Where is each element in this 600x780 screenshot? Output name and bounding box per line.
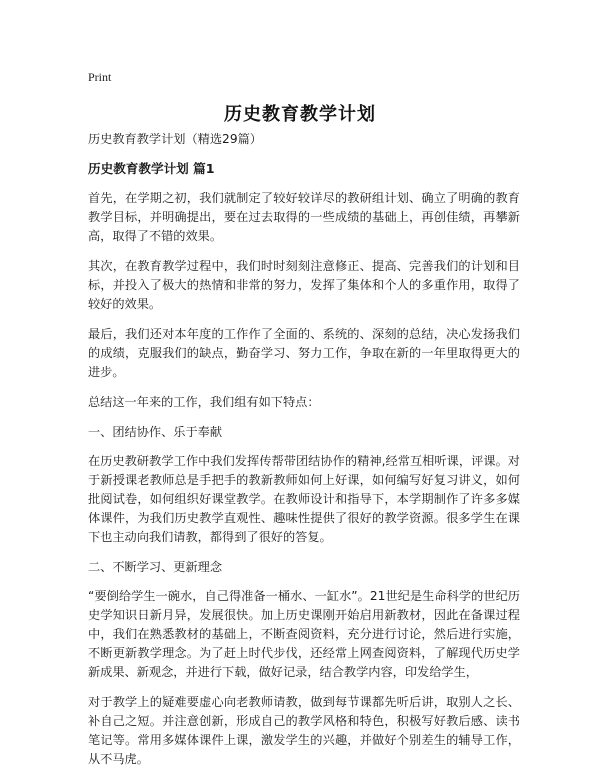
paragraph-1: 首先，在学期之初，我们就制定了较好较详尽的教研组计划、确立了明确的教育教学目标，并明确提出，要在过去取得的一些成绩的基础上，再创佳绩，再攀新高，取得了不错的效果。 — [88, 191, 520, 243]
subheading-2: 二、不断学习、更新理念 — [88, 560, 223, 574]
section-heading: 历史教育教学计划 篇1 — [88, 161, 215, 176]
document-body — [88, 130, 520, 780]
document-subtitle: 历史教育教学计划（精选29篇） — [88, 132, 262, 146]
page-title: 历史教育教学计划 — [224, 104, 376, 125]
paragraph-7: 对于教学上的疑难要虚心向老教师请教，做到每节课都先听后讲，取别人之长、补自己之短。并注意创新，形成自己的教学风格和特色，积极写好教后感、读书笔记等。常用多媒体课件上课，激发学生的兴趣，并做好个别差生的辅导工作，从不马虎。 — [88, 695, 520, 766]
print-label: Print — [88, 70, 112, 84]
paragraph-2: 其次，在教育教学过程中，我们时时刻刻注意修正、提高、完善我们的计划和目标，并投入了极大的热情和非常的努力，发挥了集体和个人的多重作用，取得了较好的效果。 — [88, 259, 520, 311]
paragraph-5: 在历史教研教学工作中我们发挥传帮带团结协作的精神,经常互相听课，评课。对于新授课老教师总是手把手的教新教师如何上好课，如何编写好复习讲义，如何批阅试卷，如何组织好课堂教学。在教师设计和指导下，本学期制作了许多多媒体课件，为我们历史教学直观性、趣味性提供了很好的教学资源。很多学生在课下也主动向我们请教，都得到了很好的答复。 — [88, 454, 520, 544]
paragraph-4: 总结这一年来的工作，我们组有如下特点： — [88, 395, 320, 409]
subheading-1: 一、团结协作、乐于奉献 — [88, 425, 223, 439]
paragraph-6: “要倒给学生一碗水，自己得准备一桶水、一缸水”。21世纪是生命科学的世纪历史学知识日新月异，发展很快。加上历史课刚开始启用新教材，因此在备课过程中，我们在熟悉教材的基础上，不断查阅资料，充分进行讨论，然后进行实施，不断更新教学理念。为了赶上时代步伐，还经常上网查阅资料，了解现代历史学新成果、新观念，并进行下载，做好记录，结合教学内容，印发给学生， — [88, 589, 520, 679]
paragraph-3: 最后，我们还对本年度的工作作了全面的、系统的、深刻的总结，决心发扬我们的成绩，克服我们的缺点，勤奋学习、努力工作，争取在新的一年里取得更大的进步。 — [88, 327, 520, 379]
